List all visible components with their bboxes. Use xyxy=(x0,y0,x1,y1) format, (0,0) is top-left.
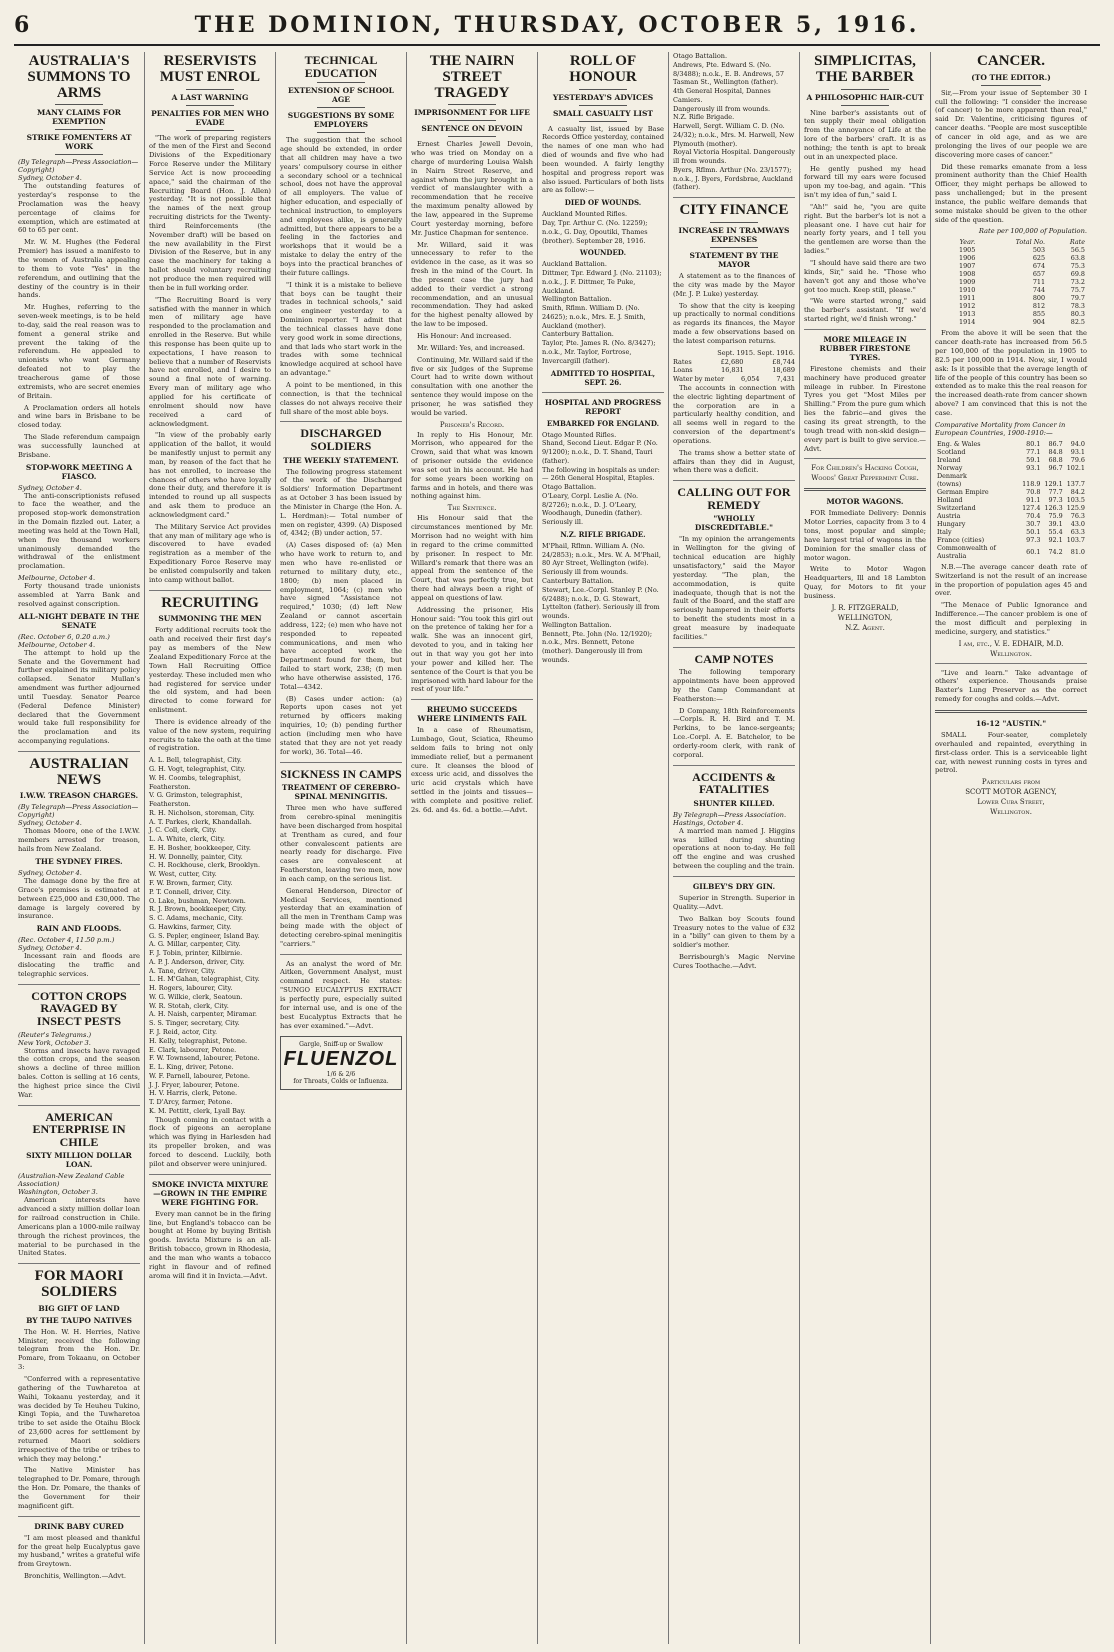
paragraph: "The work of preparing registers of the men of the First and Second Divisions of the Expeditionary Force Reserve under the Military Service Act is now proceeding apace," said the chairman of the Recruiting Board (Hon. J. Allen) yesterday. "It is not possible that the names of the next group recruiting districts for the Twenty-third Reinforcements (the November draft) will be based on the new availability in the First Division of the Reserve, but in any case the machinery for taking a ballot should voluntary recruiting not produce the men required will then be in full working order. xyxy=(149,133,271,292)
paragraph: A married man named J. Higgins was killed during shunting operations at noon to-day. He fell off the engine and was crushed between the coupling and the train. xyxy=(673,826,795,871)
dateline: Sydney, October 4. xyxy=(18,819,82,828)
headline: SICKNESS IN CAMPS xyxy=(280,766,402,781)
list-item: Otago Battalion. xyxy=(542,483,597,492)
table-row: 1910 744 75.7 xyxy=(959,286,1085,295)
subheadline: SUMMONING THE MEN xyxy=(158,614,262,624)
table-row: Norway 93.1 96.7 102.1 xyxy=(937,463,1085,472)
list-item: C. H. Rockhouse, clerk, Brooklyn. xyxy=(149,861,261,870)
list-item: Auckland Mounted Rifles. xyxy=(542,210,628,219)
section-heading: Prisoner's Record. xyxy=(439,420,505,429)
byline: (By Telegraph—Press Association—Copyright) xyxy=(18,158,139,175)
agent-city: WELLINGTON, xyxy=(837,613,893,622)
column-8 xyxy=(931,52,1091,1644)
subheadline: YESTERDAY'S ADVICES xyxy=(552,92,654,102)
list-item: O'Leary, Corpl. Leslie A. (No. 8/2726); n.o.k., D. J. O'Leary, Woodhaugh, Dunedin (father). Seriously ill. xyxy=(542,491,643,527)
hospital-list xyxy=(673,52,795,192)
subheadline: GILBEY'S DRY GIN. xyxy=(692,882,776,891)
table-row: Scotland 77.1 84.8 93.1 xyxy=(937,447,1085,456)
table-row: Ireland 59.1 68.8 79.6 xyxy=(937,455,1085,464)
list-item: J. C. Coll, clerk, City. xyxy=(149,826,217,835)
paragraph: "We were started wrong," said the barber's assistant. "If we'd started right, we'd finish wrong." xyxy=(804,297,926,324)
table-row: 1907 674 75.3 xyxy=(959,262,1085,271)
table-row: 1912 812 78.3 xyxy=(959,302,1085,311)
subheadline: (TO THE EDITOR.) xyxy=(971,72,1051,82)
agent-name: J. R. FITZGERALD, xyxy=(831,603,899,612)
paragraph: The outstanding features of yesterday's response to the Proclamation was the heavy percentage of claims for exemption, which are estimated at 60 to 65 per cent. xyxy=(18,182,140,235)
table-row xyxy=(673,358,795,367)
paragraph: A Proclamation orders all hotels and wine bars in Brisbane to be closed today. xyxy=(18,403,140,430)
list-item: Wellington Battalion. xyxy=(542,620,612,629)
paragraph: Addressing the prisoner, His Honour said: "You took this girl out on the pretence of taking her for a walk. She was an innocent girl, devoted to you, and in taking her out in that way you got her into your power and killed her. The sentence of the Court is that you be imprisoned with hard labour for the rest of your life." xyxy=(411,605,533,694)
ad-price: 1/6 & 2/6 xyxy=(326,1071,356,1079)
table-row xyxy=(673,366,795,375)
dateline: Melbourne, October 4. xyxy=(18,640,96,649)
list-item: G. Hawkins, farmer, City. xyxy=(149,922,232,931)
list-item: Wellington Battalion. xyxy=(542,295,612,304)
dateline: (Rec. October 4, 11.50 p.m.) xyxy=(18,936,115,945)
table-row: German Empire 70.8 77.7 84.2 xyxy=(937,487,1085,496)
byline: (By Telegraph—Press Association—Copyright) xyxy=(18,803,139,820)
subheadline: SMOKE INVICTA MIXTURE—GROWN IN THE EMPIRE WERE FIGHTING FOR. xyxy=(151,1179,269,1207)
list-item: Andrews, Pte. Edward S. (No. 8/3488); n.o.k., E. B. Andrews, 57 Tasman St., Wellington (father). xyxy=(673,60,784,87)
subheadline: A LAST WARNING xyxy=(171,92,249,102)
subheadline: SUGGESTIONS BY SOME EMPLOYERS xyxy=(287,111,395,130)
list-item: J. J. Fryer, labourer, Petone. xyxy=(149,1080,240,1089)
list-item: Otago Battalion. xyxy=(673,52,728,60)
column-4 xyxy=(407,52,538,1644)
list-item: Royal Victoria Hospital. Dangerously ill from wounds. xyxy=(673,148,795,166)
paragraph: "In my opinion the arrangements in Wellington for the giving of technical education are highly unsatisfactory," said the Mayor yesterday. "The plan, the accommodation, is quite inadequate, though that is not the fault of the Board, and the staff are seriously hampered in their efforts to benefit the students most in a great measure by inadequate facilities." xyxy=(673,535,795,641)
paragraph: Thomas Moore, one of the I.W.W. members arrested for treason, hails from New Zealand. xyxy=(18,827,140,854)
headline: AMERICAN ENTERPRISE IN CHILE xyxy=(32,1109,126,1149)
table-row: Eng. & Wales 80.1 86.7 94.0 xyxy=(937,439,1085,448)
subheadline: RHEUMO SUCCEEDS WHERE LINIMENTS FAIL xyxy=(417,705,527,724)
list-item: S. S. Tinger, secretary, City. xyxy=(149,1019,240,1028)
list-item: Day, Tpr. Arthur C. (No. 12259); n.o.k., G. Day, Opoutiki, Thames (brother). September 28, 1916. xyxy=(542,219,648,245)
casualty-list xyxy=(542,210,664,245)
table-cell: 6,054 xyxy=(740,375,760,384)
section-heading: The Sentence. xyxy=(447,504,497,513)
paragraph: His Honour said that the circumstances mentioned by Mr. Morrison had no weight with him in regard to the crime committed by prisoner. In respect to Mr. Willard's remark that there was an appeal from the sentence of the Court, that was perfectly true, but there had always been a right of appeal on questions of law. xyxy=(411,514,533,602)
paragraph: From the above it will be seen that the cancer death-rate has increased from 56.5 per 100,000 of the population in 1905 to 82.5 per 100,000 in 1914. Now, sir, I would ask: Is it possible that the average length of life of the people of this country has been so extended as to make this the real reason for the increased death-rate from cancer shown above? I am convinced that this is not the case. xyxy=(935,329,1087,417)
column-7 xyxy=(800,52,931,1644)
list-item: V. G. Grimston, telegraphist, Featherston. xyxy=(149,791,243,809)
subheadline: STOP-WORK MEETING A FIASCO. xyxy=(25,462,133,481)
table-cell: Rates xyxy=(673,357,692,366)
headline: AUSTRALIA'S SUMMONS TO ARMS xyxy=(27,53,131,101)
column-6 xyxy=(669,52,800,1644)
list-item: R. H. Nicholson, storeman, City. xyxy=(149,808,255,817)
list-item: E. L. King, driver, Petone. xyxy=(149,1063,234,1072)
agent-name: SCOTT MOTOR AGENCY, xyxy=(965,788,1057,797)
recruit-list xyxy=(149,756,271,1115)
headline: CAMP NOTES xyxy=(694,651,774,666)
paragraph: Nine barber's assistants out of ten supply their meal obligation from the annoyance of Life at the lore of the barbers' craft. It is as nothing; the tenth is apt to break out in an unexpected place. xyxy=(804,108,926,161)
dateline: Sydney, October 4. xyxy=(18,869,82,877)
headline: THE NAIRN STREET TRAGEDY xyxy=(429,53,515,101)
paragraph: "I think it is a mistake to believe that boys can be taught their trades in technical schools," said one engineer yesterday to a Dominion reporter. "I admit that the technical classes have done very good work in some directions, and that lads who start work in the trades with some technical knowledge acquired at school have an advantage." xyxy=(280,280,402,378)
paragraph: General Henderson, Director of Medical Services, mentioned yesterday that an examination of all the men in Trentham Camp was being made with the object of detecting cerebro-spinal meningitis "carriers." xyxy=(280,886,402,948)
table-row: France (cities) 97.3 92.1 103.7 xyxy=(937,535,1085,544)
subheadline: THE WEEKLY STATEMENT. xyxy=(283,455,399,465)
paragraph: The accounts in connection with the electric lighting department of the corporation are in a particularly healthy condition, and all seems well in regard to the conversion of the department's operations. xyxy=(673,383,795,445)
masthead xyxy=(14,12,1100,46)
table-cell: £2,680 xyxy=(720,357,744,366)
subheadline: A PHILOSOPHIC HAIR-CUT xyxy=(806,92,924,102)
advertisement-text: Superior in Strength. Superior in Quality.—Advt. xyxy=(673,894,795,911)
section-heading: N.Z. RIFLE BRIGADE. xyxy=(560,529,646,539)
agent-tag: N.Z. Agent. xyxy=(845,623,885,632)
advertisement-signature: Berrisbourgh's Magic Nervine Cures Toothache.—Advt. xyxy=(673,953,795,970)
subheadline: SHUNTER KILLED. xyxy=(693,798,775,808)
column-3 xyxy=(276,52,407,1644)
paragraph: The attempt to hold up the Senate and the Government had further explained its military policy collapsed. Senator Mullan's amendment was further adjourned until Tuesday. Senator Pearce (Federal Defence Minister) declared that the Government would take full responsibility for the proclamation and its accompanying regulations. xyxy=(18,648,140,746)
paragraph: The Hon. W. H. Herries, Native Minister, received the following telegram from the Hon. Dr. Pomare, from Tokaanu, on October 3: xyxy=(18,1327,140,1372)
dateline: Sydney, October 4. xyxy=(18,174,82,183)
table-row: (towns) 118.9 129.1 137.7 xyxy=(937,479,1085,488)
subheadline: BY THE TAUPO NATIVES xyxy=(26,1315,132,1325)
list-item: Canterbury Battalion. xyxy=(542,330,614,339)
list-item: Taylor, Pte. James R. (No. 8/3427); n.o.k., Mr. Taylor, Fortrose, Invercargill (father). xyxy=(542,339,656,365)
paragraph: The Military Service Act provides that any man of military age who is discovered to have evaded registration as a member of the Expeditionary Force Reserve may be enlisted compulsorily and taken into camp without ballot. xyxy=(149,522,271,584)
list-item: T. D'Arcy, farmer, Petone. xyxy=(149,1098,233,1107)
paragraph: There is evidence already of the value of the new system, requiring recruits to take the oath at the time of registration. xyxy=(149,717,271,753)
paragraph: "I should have said there are two kinds, Sir," said he. "Those who haven't got any and those who've got too much. Keep still, please." xyxy=(804,259,926,294)
advertisement-line: Particulars from xyxy=(981,778,1041,787)
subheadline: THE SYDNEY FIRES. xyxy=(35,857,123,866)
list-item: Byers, Rflmn. Arthur (No. 23/1577); n.o.k., J. Byers, Fordsbrae, Auckland (father). xyxy=(673,165,793,192)
list-item: O. Lake, bushman, Newtown. xyxy=(149,896,246,905)
list-item: K. M. Pettitt, clerk, Lyall Bay. xyxy=(149,1106,246,1115)
headline: CITY FINANCE xyxy=(679,202,789,219)
paragraph: Every man cannot be in the firing line, but England's tobacco can be bought at Home by buying British goods. Invicta Mixture is an all-British tobacco, grown in Rhodesia, and the man who wants a tobacco right in flavour and of refined aroma will find it in Invicta.—Advt. xyxy=(149,1209,271,1280)
table-row xyxy=(673,375,795,384)
advertisement-text: FOR Immediate Delivery: Dennis Motor Lorries, capacity from 3 to 4 tons, most popular and simple; have largest trial of wagons in the Dominion for the smaller class of motor wagon. xyxy=(804,509,926,562)
paragraph: The following temporary appointments have been approved by the Camp Commandant at Featherston:— xyxy=(673,668,795,703)
table-row: 1909 711 73.2 xyxy=(959,278,1085,287)
headline: ACCIDENTS & FATALITIES xyxy=(692,769,776,797)
section-heading: WOUNDED. xyxy=(579,248,627,258)
dateline: (Rec. October 6, 0.20 a.m.) xyxy=(18,632,110,641)
paragraph: Forty thousand trade unionists assembled at Yarra Bank and resolved against conscription. xyxy=(18,582,140,608)
list-item: A. H. Naish, carpenter, Miramar. xyxy=(149,1010,257,1019)
list-item: N.Z. Rifle Brigade. xyxy=(673,113,735,122)
subheadline: RAIN AND FLOODS. xyxy=(36,924,122,934)
subheadline: IMPRISONMENT FOR LIFE xyxy=(414,108,530,118)
paragraph: (B) Cases under action: (a) Reports upon cases not yet returned by officers making inquiries, 10; (b) pending further action (including men who have stated that they are not yet ready for work), 36. Total—46. xyxy=(280,694,402,756)
advertisement-text: In a case of Rheumatism, Lumbago, Gout, Sciatica, Rheumo seldom fails to bring not only immediate relief, but a permanent cure. It cleanses the blood of excess uric acid, and dissolves the uric acid crystals which have settled in the joints and tissues—with complete and positive relief. 2s. 6d. and 4s. 6d. a bottle.—Advt. xyxy=(411,726,533,814)
table-cell: £8,744 xyxy=(772,357,795,366)
table-cell: 16,831 xyxy=(721,366,744,375)
list-item: Shand, Second Lieut. Edgar P. (No. 9/1200); n.o.k., D. T. Shand, Tauri (father). xyxy=(542,439,658,465)
table-cell: 7,431 xyxy=(776,375,795,384)
newspaper-title: THE DOMINION, THURSDAY, OCTOBER 5, 1916. xyxy=(194,12,920,38)
ad-tagline: Gargle, Sniff-up or Swallow xyxy=(299,1041,383,1049)
dateline: Melbourne, October 4. xyxy=(18,574,96,583)
paragraph: To show that the city is keeping up practically to normal conditions as regards its finances, the Mayor made a few observations based on the latest comparison returns. xyxy=(673,301,795,345)
cancer-death-rate-table xyxy=(935,238,1087,326)
list-item: G. H. Vogt, telegraphist, City. xyxy=(149,765,246,774)
section-heading: DIED OF WOUNDS. xyxy=(564,198,642,208)
list-item: M'Phail, Rflmn. William A. (No. 24/2853); n.o.k., Mrs. W. A. M'Phail, 80 Ayr Street, Wellington (wife). Seriously ill from wounds. xyxy=(542,541,661,577)
table-row: 1913 855 80.3 xyxy=(959,310,1085,319)
table-row: 1914 904 82.5 xyxy=(959,318,1085,327)
table-cell: 18,689 xyxy=(772,366,795,375)
fluenzol-advertisement xyxy=(280,1036,402,1090)
paragraph: A point to be mentioned, in this connection, is that the technical classes do not always receive their full share of the most able boys. xyxy=(280,380,402,416)
paragraph: Continuing, Mr. Willard said if the five or six Judges of the Supreme Court had to write down without consultation with one another the sentence they would impose on the prisoner, he was satisfied they would be varied. xyxy=(411,355,533,417)
headline: SIMPLICITAS, THE BARBER xyxy=(814,53,916,85)
hospital-list xyxy=(542,431,664,527)
table-header-row xyxy=(935,238,1087,246)
agent-address: Lower Cuba Street, xyxy=(977,798,1045,807)
paragraph: The following progress statement of the work of the Discharged Soldiers' Information Department as at October 3 has been issued by the Minister in Charge (the Hon. A. L. Herdman):— Total number of men on register, 4399. (A) Disposed of, 4342; (B) under action, 57. xyxy=(280,467,402,538)
paragraph: A statement as to the finances of the city was made by the Mayor (Mr. J. P. Luke) yesterday. xyxy=(673,272,795,298)
table-row: Switzerland 127.4 126.3 125.9 xyxy=(937,503,1085,512)
list-item: F. J. Tobin, printer, Kilbirnie. xyxy=(149,949,243,958)
list-item: W. R. Stotah, clerk, City. xyxy=(149,1001,229,1010)
subheadline: TREATMENT OF CEREBRO-SPINAL MENINGITIS. xyxy=(281,783,401,802)
subheadline: STATEMENT BY THE MAYOR xyxy=(689,251,779,269)
subheadline: MOTOR WAGONS. xyxy=(826,497,904,507)
list-item: Stewart, Lce.-Corpl. Stanley P. (No. 6/2488); n.o.k., D. G. Stewart, Lyttelton (father). Seriously ill from wounds. xyxy=(542,585,660,621)
advertisement-text: As an analyst the word of Mr. Aitken, Government Analyst, must command respect. He states: "SUNGO EUCALYPTUS EXTRACT is perfectly pure, especially suited for internal use, and is one of the best Eucalyptus Extracts that he has ever examined."—Advt. xyxy=(280,959,402,1030)
list-item: Smith, Rflmn. William D. (No. 24625); n.o.k., Mrs. E. J. Smith, Auckland (mother). xyxy=(542,304,646,330)
paragraph: Three men who have suffered from cerebro-spinal meningitis have been discharged from hospital at Trentham as cured, and four other convalescent patients are nearly ready for discharge. Five cases are convalescent at Featherston, leaving two men, now in each camp, on the serious list. xyxy=(280,804,402,883)
paragraph: Did these remarks emanate from a less prominent authority than the Chief Health Officer, they might perhaps be allowed to pass unchallenged; but in the present instance, the public welfare demands that some mistake should be given to the other side of the question. xyxy=(935,162,1087,224)
table-row: Italy 50.1 55.4 63.3 xyxy=(937,527,1085,536)
paragraph: Storms and insects have ravaged the cotton crops, and the season shows a decline of three million bales. Cotton is selling at 16 cents, the highest price since the Civil War. xyxy=(18,1046,140,1099)
paragraph: The damage done by the fire at Grace's premises is estimated at between £25,000 and £30,000. The damage is largely covered by insurance. xyxy=(18,877,140,921)
list-item: H. W. Donnelly, painter, City. xyxy=(149,852,243,861)
paragraph: Mr. Hughes, referring to the seven-week meetings, is to be held to-day, said the real reason was to foment a general strike and prevent the taking of the referendum. He appealed to unionists who want Germany defeated not to play the treacherous game of those extremists, who are secret enemies of Britain. xyxy=(18,303,140,400)
list-item: Harwell, Sergt. William C. D. (No. 24/32); n.o.k., Mrs. M. Harwell, New Plymouth (mother). xyxy=(673,122,795,148)
list-item: Canterbury Battalion. xyxy=(542,576,614,585)
paragraph: Mr. Willard, said it was unnecessary to refer to the evidence in the case, as it was so fresh in the mind of the Court. In the present case the jury had added to their verdict a strong recommendation, and an unusual recommendation. They had asked for the highest penalty allowed by the law to be imposed. xyxy=(411,240,533,329)
subheadline: EXTENSION OF SCHOOL AGE xyxy=(288,86,394,105)
list-item: E. H. Bosher, bookkeeper, City. xyxy=(149,843,251,852)
table-row: Hungary 30.7 39.1 43.0 xyxy=(937,519,1085,528)
headline: DISCHARGED SOLDIERS xyxy=(300,426,382,453)
letter-signature: I am, etc., V. E. EDHAIR, M.D. xyxy=(958,639,1064,648)
list-item: H. Kelly, telegraphist, Petone. xyxy=(149,1036,248,1045)
advertisement-text: Firestone chemists and their machinery have produced greater mileage in rubber. In Firestone Tyres you get "Most Miles per Shilling." From the pure gum which lies the fabric—and gives the casing its great strength, to the tough tread with non-skid design—every part is built to give service.—Advt. xyxy=(804,364,926,453)
table-header: Year. xyxy=(959,238,976,247)
advertisement-text: "Live and learn." Take advantage of others' experience. Thousands praise Baxter's Lung Preserver as the correct remedy for coughs and colds.—Advt. xyxy=(935,668,1087,704)
dateline: Washington, October 3. xyxy=(18,1188,98,1197)
paragraph: "The Recruiting Board is very satisfied with the manner in which men of military age have responded to the proclamation and enrolled in the Reserve. But while this response has been quite up to expectations, I have reason to believe that a number of Reservists have not enrolled, and I desire to sound a final note of warning. Every man of military age who applied for his certificate of enrolment should now have received a card of acknowledgment. xyxy=(149,295,271,428)
subheadline: INCREASE IN TRAMWAYS EXPENSES xyxy=(678,226,790,244)
headline: ROLL OF HONOUR xyxy=(569,53,637,85)
subheadline: ALL-NIGHT DEBATE IN THE SENATE xyxy=(18,611,140,630)
hospital-list xyxy=(542,542,664,665)
ad-tagline: for Throats, Colds or Influenza. xyxy=(293,1078,389,1086)
headline: CALLING OUT FOR REMEDY xyxy=(677,485,791,512)
table-row: 1906 625 63.8 xyxy=(959,254,1085,263)
paragraph: Sir,—From your issue of September 30 I cull the following: "I consider the increase (of cancer) to be more apparent than real," said Dr. Valentine, criticising figures of cancer deaths. "People are most susceptible of cancer in old age, and as we are prolonging the lives of our people we are discovering more cases of cancer." xyxy=(935,88,1087,159)
list-item: F. J. Reid, actor, City. xyxy=(149,1027,218,1036)
list-item: Otago Mounted Rifles. xyxy=(542,430,617,439)
list-item: P. T. Connell, driver, City. xyxy=(149,887,232,896)
paragraph: Forty additional recruits took the oath and received their first day's pay as members of the New Zealand Expeditionary Force at the Town Hall Recruiting Office yesterday. These included men who had registered for service under the old system, and had been directed to come forward for enlistment. xyxy=(149,626,271,715)
casualty-list xyxy=(542,260,664,365)
column-1 xyxy=(14,52,145,1644)
list-item: The following in hospitals as under:— 26th General Hospital, Etaples. xyxy=(542,465,660,483)
list-item: E. Clark, labourer, Petone. xyxy=(149,1045,237,1054)
table-row: Denmark xyxy=(937,471,967,480)
paragraph: "I am most pleased and thankful for the great help Eucalyptus gave my husband," writes a grateful wife from Greytown. xyxy=(18,1533,140,1569)
list-item: W. West, cutter, City. xyxy=(149,870,217,879)
paragraph: "Conferred with a representative gathering of the Tuwharetoa at Waihi, Tokaanu yesterday, and it was decided by Te Heuheu Tukino, Kingi Topia, and the Tuwharetoa tribe to set aside the Otaihu Block of 23,600 acres for settlement by returned Maori soldiers irrespective of the tribe or tribes to which they may belong." xyxy=(18,1375,140,1463)
subheadline: I.W.W. TREASON CHARGES. xyxy=(19,791,139,801)
list-item: L. A. White, clerk, City. xyxy=(149,835,226,844)
list-item: A. P. J. Anderson, driver, City. xyxy=(149,957,245,966)
paragraph: American interests have advanced a sixty million dollar loan for railroad construction in Chile. Americans plan a 1000-mile railway through the richest provinces, the material to be purchased in the United States. xyxy=(18,1196,140,1258)
rates-table xyxy=(673,349,795,384)
subheadline: STRIKE FOMENTERS AT WORK xyxy=(26,133,132,152)
advertisement-text: SMALL Four-seater, completely overhauled and repainted, everything in first-class order. This is a serviceable light car, with newest running costs in tyres and petrol. xyxy=(935,730,1087,775)
advertisement-line: Woods' Great Peppermint Cure. xyxy=(811,474,919,483)
list-item: H. V. Harris, clerk, Petone. xyxy=(149,1089,238,1098)
section-heading: ADMITTED TO HOSPITAL, SEPT. 26. xyxy=(550,368,656,387)
subheadline: 16-12 "AUSTIN." xyxy=(975,718,1047,728)
table-header: Total No. xyxy=(1015,238,1046,247)
letter-city: Wellington. xyxy=(990,649,1032,658)
subheadline: DRINK BABY CURED xyxy=(34,1521,124,1531)
list-item: W. G. Wilkie, clerk, Seatoun. xyxy=(149,992,243,1001)
advertisement-signature: Bronchitis, Wellington.—Advt. xyxy=(24,1572,126,1581)
list-item: G. S. Pepler, engineer, Island Bay. xyxy=(149,931,260,940)
table-header: Rate xyxy=(1069,238,1085,247)
list-item: S. C. Adams, mechanic, City. xyxy=(149,914,243,923)
column-5 xyxy=(538,52,669,1644)
table-row: Austria 70.4 75.9 76.3 xyxy=(937,511,1085,520)
paragraph: Though coming in contact with a flock of pigeons an aeroplane which was flying in Harlesden had its propeller broken, and was forced to descend. Luckily, both pilot and observer were uninjured. xyxy=(149,1115,271,1168)
table-title: Rate per 100,000 of Population. xyxy=(978,227,1087,236)
table-row: 1908 657 69.8 xyxy=(959,270,1085,279)
dateline: Sydney, October 4. xyxy=(18,944,82,953)
paragraph: Mr. Willard: Yes, and increased. xyxy=(417,343,525,352)
table-row: 1911 800 79.7 xyxy=(959,294,1085,303)
list-item: A. Tane, driver, City. xyxy=(149,966,216,975)
paragraph: "The Menace of Public Ignorance and Indifference.—The cancer problem is one of the most difficult and perplexing in medicine, surgery, and statistics." xyxy=(935,601,1087,636)
byline: By Telegraph—Press Association. xyxy=(673,810,787,819)
headline: TECHNICAL EDUCATION xyxy=(304,53,378,80)
paragraph: In reply to His Honour, Mr. Morrison, who appeared for the Crown, said that what was known of prisoner outside the evidence was set out in his account. He had for some years been working on farms and in hotels, and there was nothing against him. xyxy=(411,430,533,501)
list-item: H. Rogers, labourer, City. xyxy=(149,984,233,993)
paragraph: The Native Minister has telegraphed to Dr. Pomare, through the Hon. Dr. Pomare, the thanks of the Government for their magnificent gift. xyxy=(18,1466,140,1510)
table-row: Commonwealth of Australia 60.1 74.2 81.0 xyxy=(937,543,1085,560)
list-item: Auckland Battalion. xyxy=(542,260,607,269)
paragraph: (A) Cases disposed of: (a) Men who have work to return to, and men who have re-enlisted or returned to military duty, etc., 1800; (b) men placed in employment, 1064; (c) men who have signed "Assistance not required," 1030; (d) left New Zealand or cannot ascertain address, 122; (e) men who have not responded to repeated communications, and men who have accepted work the Department found for them, but failed to start work, 238; (f) men who have otherwise assisted, 176. Total—4342. xyxy=(280,541,402,691)
paragraph: The anti-conscriptionists refused to face the weather, and the proposed stop-work demonstration in the Domain fizzled out. Later, a meeting was held at the Town Hall, when five thousand workers unanimously demanded the withdrawal of the enlistment proclamation. xyxy=(18,491,140,571)
headline: CANCER. xyxy=(977,53,1045,69)
paragraph: The Slade referendum campaign was successfully launched at Brisbane. xyxy=(18,433,140,459)
list-item: R. J. Brown, bookkeeper, City. xyxy=(149,905,247,914)
table-title: Comparative Mortality from Cancer in European Countries, 1900-1910:— xyxy=(935,420,1066,437)
table-cell: Water by meter xyxy=(673,375,725,384)
paragraph: "Ah!" said he, "you are quite right. But the barber's lot is not a pleasant one. I have cut hair for nearly forty years, and I tell you the gentlemen are worse than the ladies." xyxy=(804,202,926,256)
subheadline: "WHOLLY DISCREDITABLE." xyxy=(694,514,774,533)
list-item: F. W. Townsend, labourer, Petone. xyxy=(149,1054,260,1063)
subheadline: BIG GIFT OF LAND xyxy=(38,1303,120,1313)
table-header: Sept. 1915. Sept. 1916. xyxy=(717,348,795,357)
paragraph: "In view of the probably early application of the ballot, it would be manifestly unjust to permit any man, by reason of the fact that he has not enrolled, to increase the chances of others who have loyally done their duty, and therefore it is intended to round up all suspects and ask them to produce an acknowledgment card." xyxy=(149,431,271,519)
paragraph: D Company, 18th Reinforcements—Corpls. R. H. Bird and T. M. Perkins, to be lance-sergeants; Lce.-Corpl. A. E. Batchelor, to be orderly-room clerk, with rank of corporal. xyxy=(673,706,795,759)
subheadline: MANY CLAIMS FOR EXEMPTION xyxy=(37,108,121,127)
list-item: A. G. Millar, carpenter, City. xyxy=(149,940,241,949)
subheadline: SMALL CASUALTY LIST xyxy=(552,108,654,118)
dateline: New York, October 3. xyxy=(18,1038,91,1047)
page-number: 6 xyxy=(14,12,30,38)
subheadline: MORE MILEAGE IN RUBBER FIRESTONE TYRES. xyxy=(819,334,911,362)
dateline: Sydney, October 4. xyxy=(18,483,82,492)
advertisement-line: For Children's Hacking Cough, xyxy=(811,464,919,473)
list-item: W. H. Coombs, telegraphist, Featherston. xyxy=(149,773,242,791)
list-item: L. H. M'Gahan, telegraphist, City. xyxy=(149,975,260,984)
table-row: Holland 91.1 97.3 103.5 xyxy=(937,495,1085,504)
columns xyxy=(14,52,1100,1644)
paragraph: The suggestion that the school age should be extended, in order that all children may have a two years' compulsory course in either a secondary school or a technical school, does not have the approval of all employers. The value of higher education, and especially of technical instruction, to employers and employees alike, is generally admitted, but there appears to be a feeling in the factories and workshops that it would be a mistake to delay the entry of the boys into the practical branches of their future callings. xyxy=(280,136,402,277)
paragraph: The trams show a better state of affairs than they did in August, when there was a deficit. xyxy=(673,448,795,475)
list-item: A. T. Parkes, clerk, Khandallah. xyxy=(149,817,252,826)
subheadline: HOSPITAL AND PROGRESS REPORT xyxy=(544,397,662,416)
section-heading: EMBARKED FOR ENGLAND. xyxy=(546,418,660,428)
column-2 xyxy=(145,52,276,1644)
list-item: 4th General Hospital, Dannes Camiers. xyxy=(673,87,771,104)
paragraph: Incessant rain and floods are dislocating the traffic and telegraphic services. xyxy=(18,952,140,978)
ad-brand: FLUENZOL xyxy=(283,1048,399,1071)
dateline: Hastings, October 4. xyxy=(673,818,744,827)
headline: AUSTRALIAN NEWS xyxy=(29,755,129,788)
paragraph: A casualty list, issued by Base Records Office yesterday, contained the names of one man who had died of wounds and five who had been wounded. A fairly lengthy hospital and progress report was also issued. Particulars of both lists are as follow:— xyxy=(542,124,664,195)
paragraph: Ernest Charles Jewell Devoin, who was tried on Monday on a charge of murdering Louisa Walsh in Nairn Street Reserve, and against whom the jury brought in a verdict of manslaughter with a recommendation that he receive the maximum penalty allowed by the law, appeared in the Supreme Court yesterday morning, before Mr. Justice Chapman for sentence. xyxy=(411,140,533,237)
paragraph: N.B.—The average cancer death rate of Switzerland is not the result of an increase in the proportion of population ages 45 and over. xyxy=(935,562,1087,598)
agent-city: Wellington. xyxy=(990,808,1032,817)
headline: RESERVISTS MUST ENROL xyxy=(159,53,261,85)
list-item: F. W. Brown, farmer, City. xyxy=(149,878,233,887)
list-item: W. F. Parnell, labourer, Petone. xyxy=(149,1071,250,1080)
subheadline: SIXTY MILLION DOLLAR LOAN. xyxy=(26,1151,132,1170)
list-item: Bennett, Pte. John (No. 12/1920); n.o.k., Mrs. Bennett, Petone (mother). Dangerously ill from wounds. xyxy=(542,629,653,664)
list-item: A. L. Bell, telegraphist, City. xyxy=(149,756,242,765)
subheadline: PENALTIES FOR MEN WHO EVADE xyxy=(151,108,269,127)
byline: (Reuter's Telegrams.) xyxy=(18,1030,92,1039)
headline: FOR MAORI SOLDIERS xyxy=(34,1268,124,1301)
table-row: 1905 503 56.5 xyxy=(959,246,1085,255)
byline: (Australian-New Zealand Cable Association) xyxy=(18,1172,125,1189)
paragraph: Mr. W. M. Hughes (the Federal Premier) has issued a manifesto to the women of Australia appealing to them to vote "Yes" in the referendum, and outlining that the destiny of the country is in their hands. xyxy=(18,238,140,300)
headline: RECRUITING xyxy=(161,594,259,611)
list-item: Dittmer, Tpr. Edward J. (No. 21103); n.o.k., J. F. Dittmer, Te Puke, Auckland. xyxy=(542,269,662,295)
paragraph: He gently pushed my head forward till my ears were focused upon my toe-bag, and again. "This isn't my idea of fun," said I. xyxy=(804,164,926,200)
paragraph: His Honour: And increased. xyxy=(417,331,512,340)
comparative-mortality-table xyxy=(935,440,1087,560)
headline: COTTON CROPS RAVAGED BY INSECT PESTS xyxy=(31,988,127,1028)
table-cell: Loans xyxy=(673,366,693,375)
paragraph: Two Balkan boy Scouts found Treasury notes to the value of £32 in a "billy" can given to them by a soldier's mother. xyxy=(673,914,795,950)
subheadline: SENTENCE ON DEVOIN xyxy=(421,124,523,134)
list-item: Dangerously ill from wounds. xyxy=(673,104,771,113)
advertisement-text: Write to Motor Wagon Headquarters, Ill and 18 Lambton Quay, for Motors to fit your business. xyxy=(804,565,926,600)
